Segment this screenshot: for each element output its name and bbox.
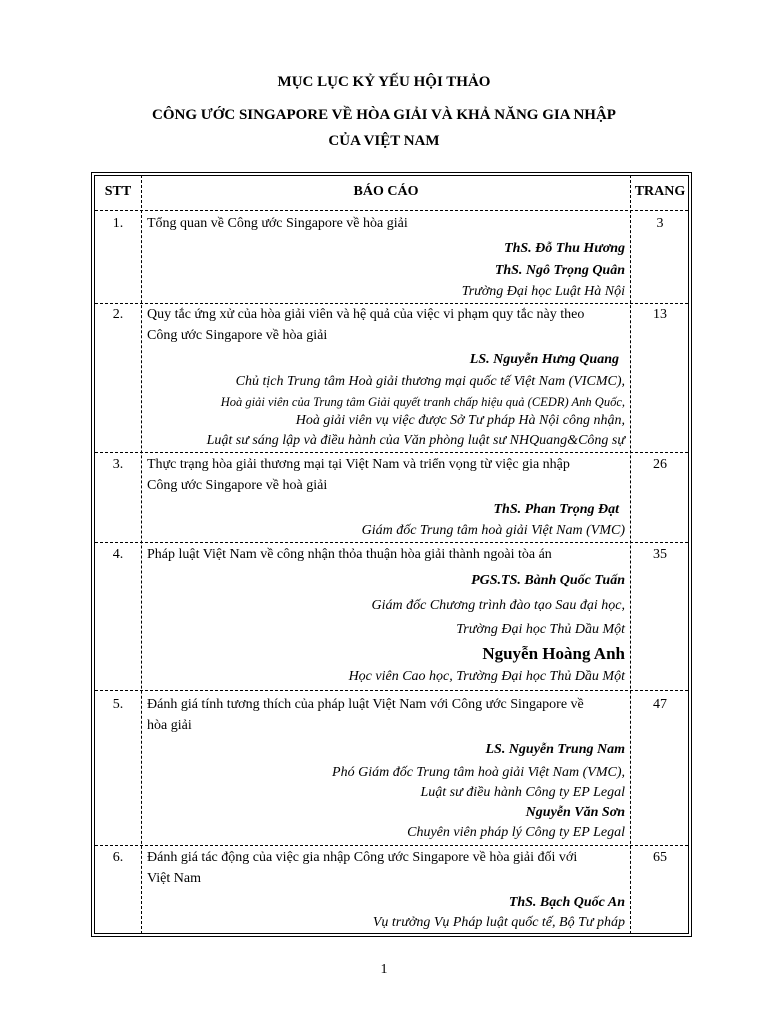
row-5-affiliation-2: Luật sư điều hành Công ty EP Legal: [420, 785, 625, 800]
row-5-author-2: Nguyễn Văn Sơn: [525, 805, 625, 820]
header-report: BÁO CÁO: [353, 184, 419, 199]
row-4-affiliation-3: Học viên Cao học, Trường Đại học Thủ Dầu Một: [348, 669, 625, 684]
header-stt: STT: [104, 184, 132, 199]
row-5-title-line2: hòa giải: [147, 718, 192, 733]
row-4-author-1: PGS.TS. Bành Quốc Tuấn: [471, 573, 625, 588]
row-2-affiliation-3: Hoà giải viên vụ việc được Sở Tư pháp Hà Nội công nhận,: [295, 413, 625, 428]
row-2-affiliation-1: Chủ tịch Trung tâm Hoà giải thương mại quốc tế Việt Nam (VICMC),: [235, 374, 625, 389]
row-2-author: LS. Nguyễn Hưng Quang: [469, 352, 619, 367]
row-6-page: 65: [653, 850, 667, 865]
row-divider: [95, 210, 688, 211]
row-6-title-line2: Việt Nam: [147, 871, 201, 886]
row-5-affiliation-3: Chuyên viên pháp lý Công ty EP Legal: [407, 825, 625, 840]
row-4-page: 35: [653, 547, 667, 562]
row-6-title-line1: Đánh giá tác động của việc gia nhập Công ước Singapore về hòa giải đối với: [147, 850, 578, 865]
row-2-affiliation-2: Hoà giải viên của Trung tâm Giải quyết tranh chấp hiệu quả (CEDR) Anh Quốc,: [220, 395, 625, 409]
row-1-author-1: ThS. Đỗ Thu Hương: [504, 241, 625, 256]
row-1-title: Tổng quan về Công ước Singapore về hòa giải: [147, 216, 408, 231]
row-divider: [95, 542, 688, 543]
row-divider: [95, 845, 688, 846]
row-3-title-line1: Thực trạng hòa giải thương mại tại Việt Nam và triển vọng từ việc gia nhập: [147, 457, 570, 472]
row-1-author-2: ThS. Ngô Trọng Quân: [494, 263, 625, 278]
row-divider: [95, 452, 688, 453]
row-2-affiliation-4: Luật sư sáng lập và điều hành của Văn phòng luật sư NHQuang&Công sự: [206, 433, 625, 448]
row-4-title: Pháp luật Việt Nam về công nhận thỏa thuận hòa giải thành ngoài tòa án: [147, 547, 552, 562]
row-1-affiliation: Trường Đại học Luật Hà Nội: [461, 284, 625, 299]
row-6-author: ThS. Bạch Quốc An: [508, 895, 625, 910]
row-3-stt: 3.: [112, 457, 124, 472]
row-2-stt: 2.: [112, 307, 124, 322]
row-3-page: 26: [653, 457, 667, 472]
row-5-stt: 5.: [112, 697, 124, 712]
row-divider: [95, 303, 688, 304]
document-subtitle-line2: CỦA VIỆT NAM: [328, 133, 440, 149]
row-1-stt: 1.: [112, 216, 124, 231]
header-page: TRANG: [634, 184, 686, 199]
document-subtitle-line1: CÔNG ƯỚC SINGAPORE VỀ HÒA GIẢI VÀ KHẢ NĂNG GIA NHẬP: [152, 107, 616, 123]
row-6-stt: 6.: [112, 850, 124, 865]
document-title: MỤC LỤC KỶ YẾU HỘI THẢO: [277, 74, 491, 90]
row-4-author-2: Nguyễn Hoàng Anh: [482, 644, 625, 663]
row-2-page: 13: [653, 307, 667, 322]
row-5-affiliation-1: Phó Giám đốc Trung tâm hoà giải Việt Nam (VMC),: [332, 765, 625, 780]
row-4-affiliation-2: Trường Đại học Thủ Dầu Một: [456, 622, 625, 637]
row-3-title-line2: Công ước Singapore về hoà giải: [147, 478, 328, 493]
row-5-author-1: LS. Nguyễn Trung Nam: [485, 742, 625, 757]
row-3-affiliation: Giám đốc Trung tâm hoà giải Việt Nam (VMC): [361, 523, 625, 538]
row-5-page: 47: [653, 697, 667, 712]
row-1-page: 3: [656, 216, 664, 231]
row-3-author: ThS. Phan Trọng Đạt: [493, 502, 619, 517]
row-6-affiliation: Vụ trưởng Vụ Pháp luật quốc tế, Bộ Tư pháp: [372, 915, 625, 930]
row-4-affiliation-1: Giám đốc Chương trình đào tạo Sau đại học,: [371, 598, 625, 613]
row-divider: [95, 690, 688, 691]
row-5-title-line1: Đánh giá tính tương thích của pháp luật Việt Nam với Công ước Singapore về: [147, 697, 584, 712]
page-number: 1: [380, 962, 388, 977]
row-2-title-line2: Công ước Singapore về hòa giải: [147, 328, 328, 343]
row-2-title-line1: Quy tắc ứng xử của hòa giải viên và hệ quả của việc vi phạm quy tắc này theo: [147, 307, 585, 322]
row-4-stt: 4.: [112, 547, 124, 562]
column-divider-stt: [141, 175, 142, 934]
